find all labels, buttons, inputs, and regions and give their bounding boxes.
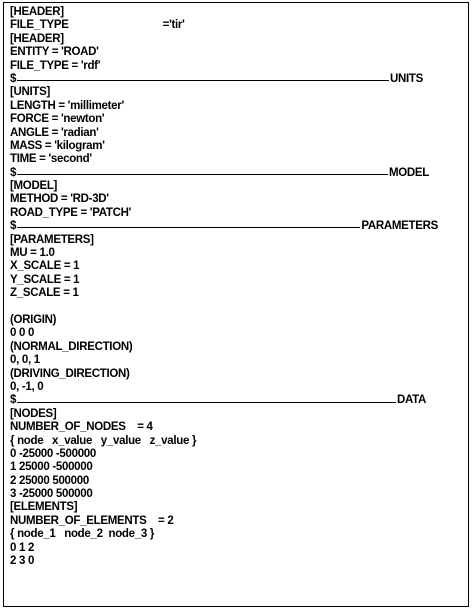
element-row-0: 0 1 2 bbox=[10, 541, 35, 554]
separator-dollar: $ bbox=[10, 72, 17, 85]
separator-rule bbox=[17, 80, 389, 81]
entity-line: ENTITY = 'ROAD' bbox=[10, 46, 99, 59]
node-row-0: 0 -25000 -500000 bbox=[10, 447, 96, 460]
node-row-2: 2 25000 500000 bbox=[10, 474, 89, 487]
origin-values: 0 0 0 bbox=[10, 327, 35, 340]
normal-direction-values: 0, 0, 1 bbox=[10, 354, 40, 367]
file-type-key: FILE_TYPE bbox=[10, 19, 69, 32]
separator-label-model: MODEL bbox=[388, 166, 429, 179]
parameters-section-tag: [PARAMETERS] bbox=[10, 233, 94, 246]
separator-rule bbox=[17, 402, 396, 403]
document-frame bbox=[3, 2, 469, 607]
node-row-3: 3 -25000 500000 bbox=[10, 488, 93, 501]
driving-direction-values: 0, -1, 0 bbox=[10, 380, 44, 393]
mass-unit-line: MASS = 'kilogram' bbox=[10, 139, 105, 152]
separator-label-units: UNITS bbox=[389, 72, 423, 85]
file-type-rdf-line: FILE_TYPE = 'rdf' bbox=[10, 59, 101, 72]
origin-tag: (ORIGIN) bbox=[10, 313, 57, 326]
separator-label-parameters: PARAMETERS bbox=[361, 220, 438, 233]
elements-section-tag: [ELEMENTS] bbox=[10, 501, 78, 514]
separator-dollar: $ bbox=[10, 220, 17, 233]
parameters-separator bbox=[10, 220, 438, 233]
elements-column-header: { node_1 node_2 node_3 } bbox=[10, 528, 155, 541]
data-separator bbox=[10, 394, 426, 407]
units-separator bbox=[10, 73, 423, 86]
force-unit-line: FORCE = 'newton' bbox=[10, 113, 105, 126]
header-section-tag-2: [HEADER] bbox=[10, 32, 64, 45]
road-type-line: ROAD_TYPE = 'PATCH' bbox=[10, 206, 132, 219]
number-of-nodes-line: NUMBER_OF_NODES = 4 bbox=[10, 421, 153, 434]
driving-direction-tag: (DRIVING_DIRECTION) bbox=[10, 367, 130, 380]
number-of-elements-line: NUMBER_OF_ELEMENTS = 2 bbox=[10, 514, 174, 527]
model-separator bbox=[10, 167, 429, 180]
nodes-column-header: { node x_value y_value z_value } bbox=[10, 434, 197, 447]
separator-rule bbox=[17, 174, 388, 175]
model-section-tag: [MODEL] bbox=[10, 180, 58, 193]
mu-line: MU = 1.0 bbox=[10, 247, 55, 260]
header-section-tag: [HEADER] bbox=[10, 6, 64, 18]
separator-dollar: $ bbox=[10, 394, 17, 407]
z-scale-line: Z_SCALE = 1 bbox=[10, 287, 79, 300]
length-unit-line: LENGTH = 'millimeter' bbox=[10, 99, 124, 112]
units-section-tag: [UNITS] bbox=[10, 86, 51, 99]
angle-unit-line: ANGLE = 'radian' bbox=[10, 126, 99, 139]
file-type-value: ='tir' bbox=[162, 19, 185, 32]
road-data-file-listing bbox=[10, 6, 464, 568]
separator-label-data: DATA bbox=[396, 394, 426, 407]
separator-dollar: $ bbox=[10, 166, 17, 179]
x-scale-line: X_SCALE = 1 bbox=[10, 260, 80, 273]
separator-rule bbox=[17, 227, 360, 228]
time-unit-line: TIME = 'second' bbox=[10, 153, 92, 166]
element-row-1: 2 3 0 bbox=[10, 555, 35, 568]
node-row-1: 1 25000 -500000 bbox=[10, 461, 93, 474]
y-scale-line: Y_SCALE = 1 bbox=[10, 273, 80, 286]
file-type-line bbox=[10, 19, 464, 32]
blank-line bbox=[10, 301, 464, 314]
method-line: METHOD = 'RD-3D' bbox=[10, 193, 109, 206]
nodes-section-tag: [NODES] bbox=[10, 407, 57, 420]
normal-direction-tag: (NORMAL_DIRECTION) bbox=[10, 340, 133, 353]
